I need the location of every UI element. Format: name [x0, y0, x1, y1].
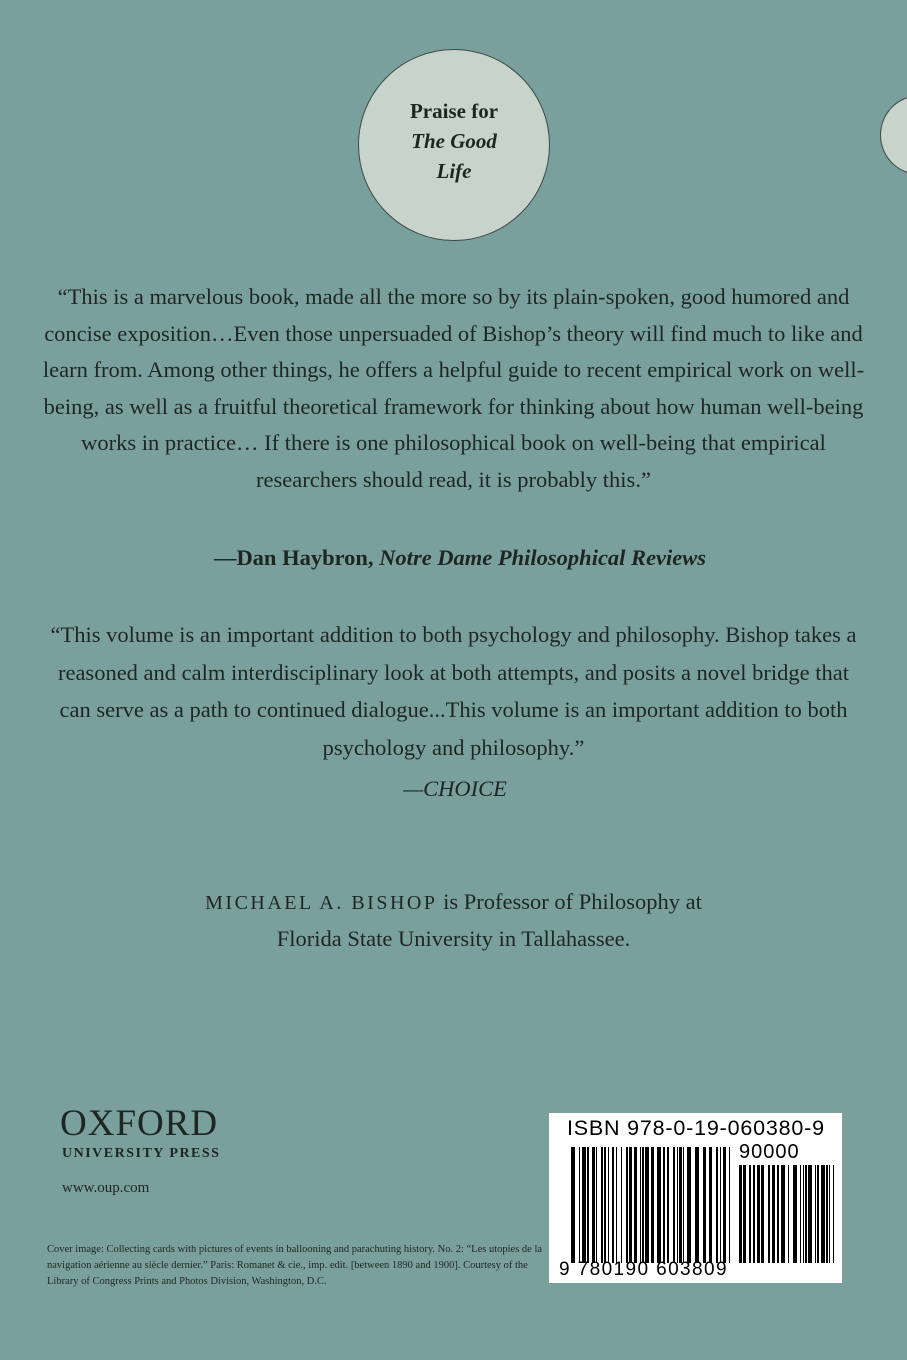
barcode-bars: [549, 1113, 842, 1283]
barcode-bar: [720, 1147, 721, 1263]
attribution-name: —Dan Haybron,: [213, 545, 374, 570]
barcode-bar: [640, 1147, 641, 1263]
barcode-bar: [821, 1165, 825, 1263]
barcode-bar: [683, 1147, 684, 1263]
bio-text-2: Florida State University in Tallahassee.: [276, 926, 631, 951]
barcode-bar: [677, 1147, 678, 1263]
barcode-bar: [815, 1165, 816, 1263]
badge-line-2: The Good: [411, 129, 497, 153]
barcode-bar: [673, 1147, 675, 1263]
barcode-bar: [642, 1147, 644, 1263]
barcode-bar: [826, 1165, 828, 1263]
barcode-bar: [657, 1147, 661, 1263]
review-attribution-2: —CHOICE: [403, 776, 507, 801]
review-quote-2: “This volume is an important addition to both psychology and philosophy. Bishop takes a reasoned and calm interdisciplinary look at both attempts, and posits a novel bridge that can serve as a path to continued dialogue...This volume is an important addition to both psychology and philosophy.”: [50, 622, 857, 760]
barcode-bar: [833, 1165, 834, 1263]
barcode-bar: [703, 1147, 706, 1263]
barcode-bar: [608, 1147, 609, 1263]
review-attribution-1: [160, 545, 760, 571]
barcode-bar: [604, 1147, 606, 1263]
barcode-bar: [612, 1147, 614, 1263]
barcode-bar: [788, 1165, 789, 1263]
barcode-bar: [829, 1165, 830, 1263]
barcode-bar: [781, 1165, 785, 1263]
barcode-digits: 9 780190 603809: [559, 1259, 728, 1280]
barcode-bar: [579, 1147, 580, 1263]
barcode-bar: [601, 1147, 603, 1263]
barcode-bar: [768, 1165, 770, 1263]
attribution-source: Notre Dame Philosophical Reviews: [379, 545, 707, 570]
barcode-bar: [772, 1165, 775, 1263]
barcode-bar: [739, 1165, 742, 1263]
barcode-bar: [761, 1165, 764, 1263]
barcode-bar: [817, 1165, 819, 1263]
barcode-bar: [663, 1147, 665, 1263]
author-bio: [40, 884, 867, 957]
isbn-label: ISBN 978-0-19-060380-9: [567, 1116, 825, 1140]
barcode-bar: [723, 1147, 726, 1263]
review-quote-1: “This is a marvelous book, made all the more so by its plain-spoken, good humored and concise exposition…Even those unpersuaded of Bishop’s theory will find much to like and learn from. Among other things, he offers a helpful guide to recent empirical work on well-being, as well as a fruitful theoretical framework for thinking about how human well-being works in practice… If there is one philosophical book on well-being that empirical researchers should read, it is probably this.”: [42, 284, 865, 492]
barcode-bar: [621, 1147, 622, 1263]
barcode-bar: [626, 1147, 628, 1263]
price-addon: 90000: [739, 1141, 800, 1163]
barcode-bar: [596, 1147, 597, 1263]
barcode-bar: [716, 1147, 718, 1263]
barcode-bar: [582, 1147, 586, 1263]
bio-text-1: is Professor of Philosophy at: [437, 889, 702, 914]
badge-line-3: Life: [436, 159, 472, 183]
barcode-bar: [651, 1147, 654, 1263]
barcode-bar: [805, 1165, 807, 1263]
barcode: [549, 1113, 842, 1283]
badge-edge-decoration: [880, 95, 907, 175]
praise-badge: [358, 49, 550, 241]
barcode-bar: [645, 1147, 649, 1263]
publisher-url: www.oup.com: [62, 1180, 150, 1196]
barcode-bar: [757, 1165, 760, 1263]
barcode-bar: [800, 1165, 801, 1263]
publisher-logo: OXFORD: [60, 1103, 219, 1144]
barcode-bar: [592, 1147, 595, 1263]
barcode-bar: [571, 1147, 575, 1263]
barcode-bar: [634, 1147, 637, 1263]
barcode-bar: [753, 1165, 755, 1263]
barcode-bar: [679, 1147, 682, 1263]
barcode-bar: [808, 1165, 812, 1263]
barcode-bar: [629, 1147, 632, 1263]
publisher-press: UNIVERSITY PRESS: [62, 1146, 221, 1161]
badge-line-1: Praise for: [409, 99, 499, 123]
barcode-bar: [667, 1147, 669, 1263]
barcode-bar: [709, 1147, 712, 1263]
barcode-bar: [743, 1165, 746, 1263]
barcode-bar: [803, 1165, 804, 1263]
barcode-bar: [777, 1165, 779, 1263]
barcode-bar: [695, 1147, 699, 1263]
author-name: MICHAEL A. BISHOP: [205, 892, 438, 914]
barcode-bar: [687, 1147, 691, 1263]
cover-credit: Cover image: Collecting cards with pictures of events in ballooning and parachuting history. No. 2: “Les utopies de la navigation aérienne au siècle dernier.” Paris: Romanet & cie., imp. edit. [between 1890 and 1900]. Courtesy of the Library of Congress Prints and Photos Division, Washington, D.C.: [47, 1244, 543, 1287]
barcode-bar: [749, 1165, 751, 1263]
barcode-bar: [616, 1147, 617, 1263]
barcode-bar: [729, 1147, 730, 1263]
barcode-bar: [587, 1147, 589, 1263]
barcode-bar: [793, 1165, 797, 1263]
